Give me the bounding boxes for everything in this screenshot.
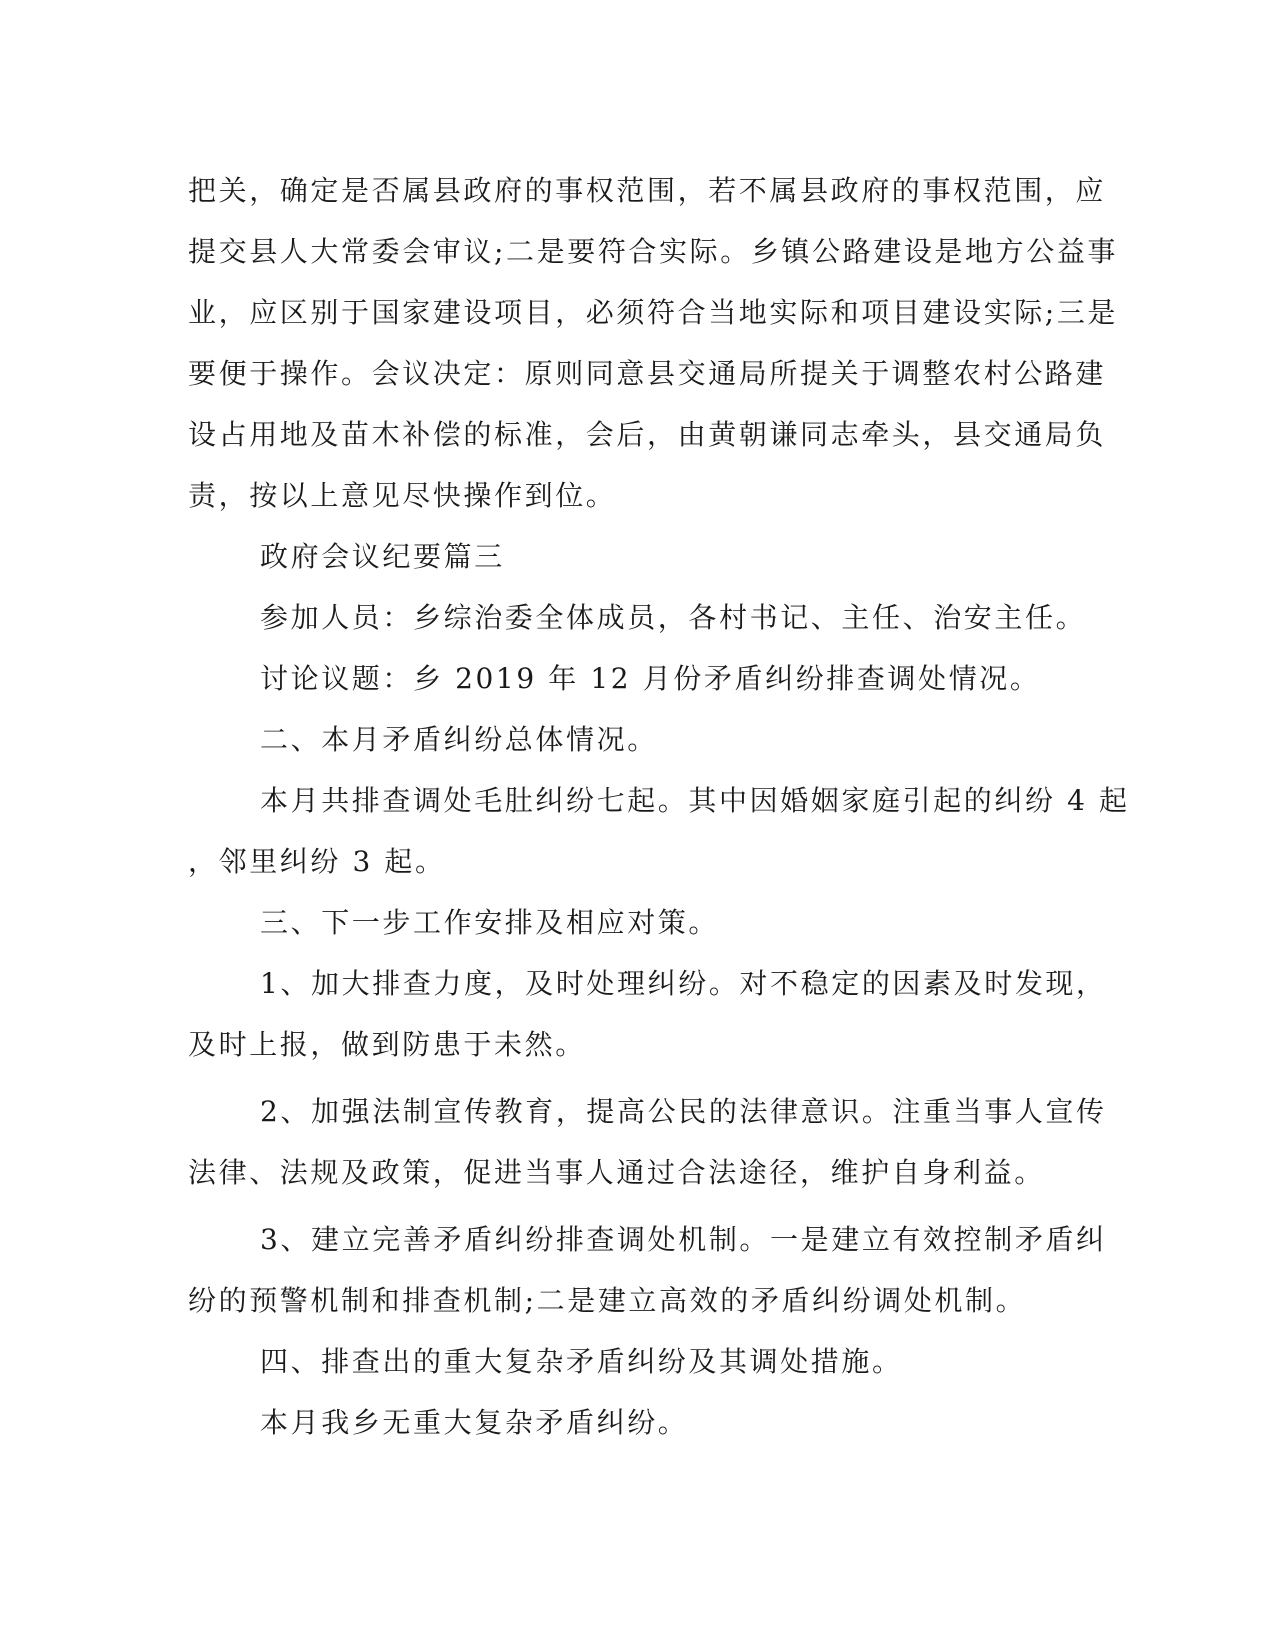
text-line: 纷的预警机制和排查机制;二是建立高效的矛盾纠纷调处机制。 <box>188 1284 1027 1317</box>
text-line: 提交县人大常委会审议;二是要符合实际。乡镇公路建设是地方公益事 <box>188 235 1119 268</box>
closing-line: 本月我乡无重大复杂矛盾纠纷。 <box>260 1406 689 1439</box>
text-line: 1、加大排查力度，及时处理纠纷。对不稳定的因素及时发现， <box>260 967 1107 1000</box>
text-line: 设占用地及苗木补偿的标准，会后，由黄朝谦同志牵头，县交通局负 <box>188 418 1107 451</box>
text-line: 把关，确定是否属县政府的事权范围，若不属县政府的事权范围，应 <box>188 174 1107 207</box>
text-line: 业，应区别于国家建设项目，必须符合当地实际和项目建设实际;三是 <box>188 296 1119 329</box>
text-line: 本月共排查调处毛肚纠纷七起。其中因婚姻家庭引起的纠纷 4 起 <box>260 784 1130 817</box>
text-line: 及时上报，做到防患于未然。 <box>188 1028 586 1061</box>
heading-overall-situation: 二、本月矛盾纠纷总体情况。 <box>260 723 658 756</box>
text-line: 法律、法规及政策，促进当事人通过合法途径，维护自身利益。 <box>188 1156 1045 1189</box>
attendees-line: 参加人员：乡综治委全体成员，各村书记、主任、治安主任。 <box>260 601 1087 634</box>
heading-next-steps: 三、下一步工作安排及相应对策。 <box>260 906 720 939</box>
text-line: ，邻里纠纷 3 起。 <box>188 845 446 878</box>
paragraph-item-2 <box>188 1081 1107 1203</box>
section-title: 政府会议纪要篇三 <box>260 540 505 573</box>
text-line: 3、建立完善矛盾纠纷排查调处机制。一是建立有效控制矛盾纠 <box>260 1223 1107 1256</box>
text-line: 责，按以上意见尽快操作到位。 <box>188 479 617 512</box>
paragraph-dispute-counts <box>188 770 1130 892</box>
paragraph-meeting-decision <box>188 160 1119 526</box>
document-body <box>188 160 1130 1453</box>
text-line: 2、加强法制宣传教育，提高公民的法律意识。注重当事人宣传 <box>260 1095 1107 1128</box>
paragraph-item-3 <box>188 1209 1107 1331</box>
paragraph-item-1 <box>188 953 1107 1075</box>
text-line: 要便于操作。会议决定：原则同意县交通局所提关于调整农村公路建 <box>188 357 1107 390</box>
topic-line: 讨论议题：乡 2019 年 12 月份矛盾纠纷排查调处情况。 <box>260 662 1041 695</box>
heading-major-disputes: 四、排查出的重大复杂矛盾纠纷及其调处措施。 <box>260 1345 903 1378</box>
